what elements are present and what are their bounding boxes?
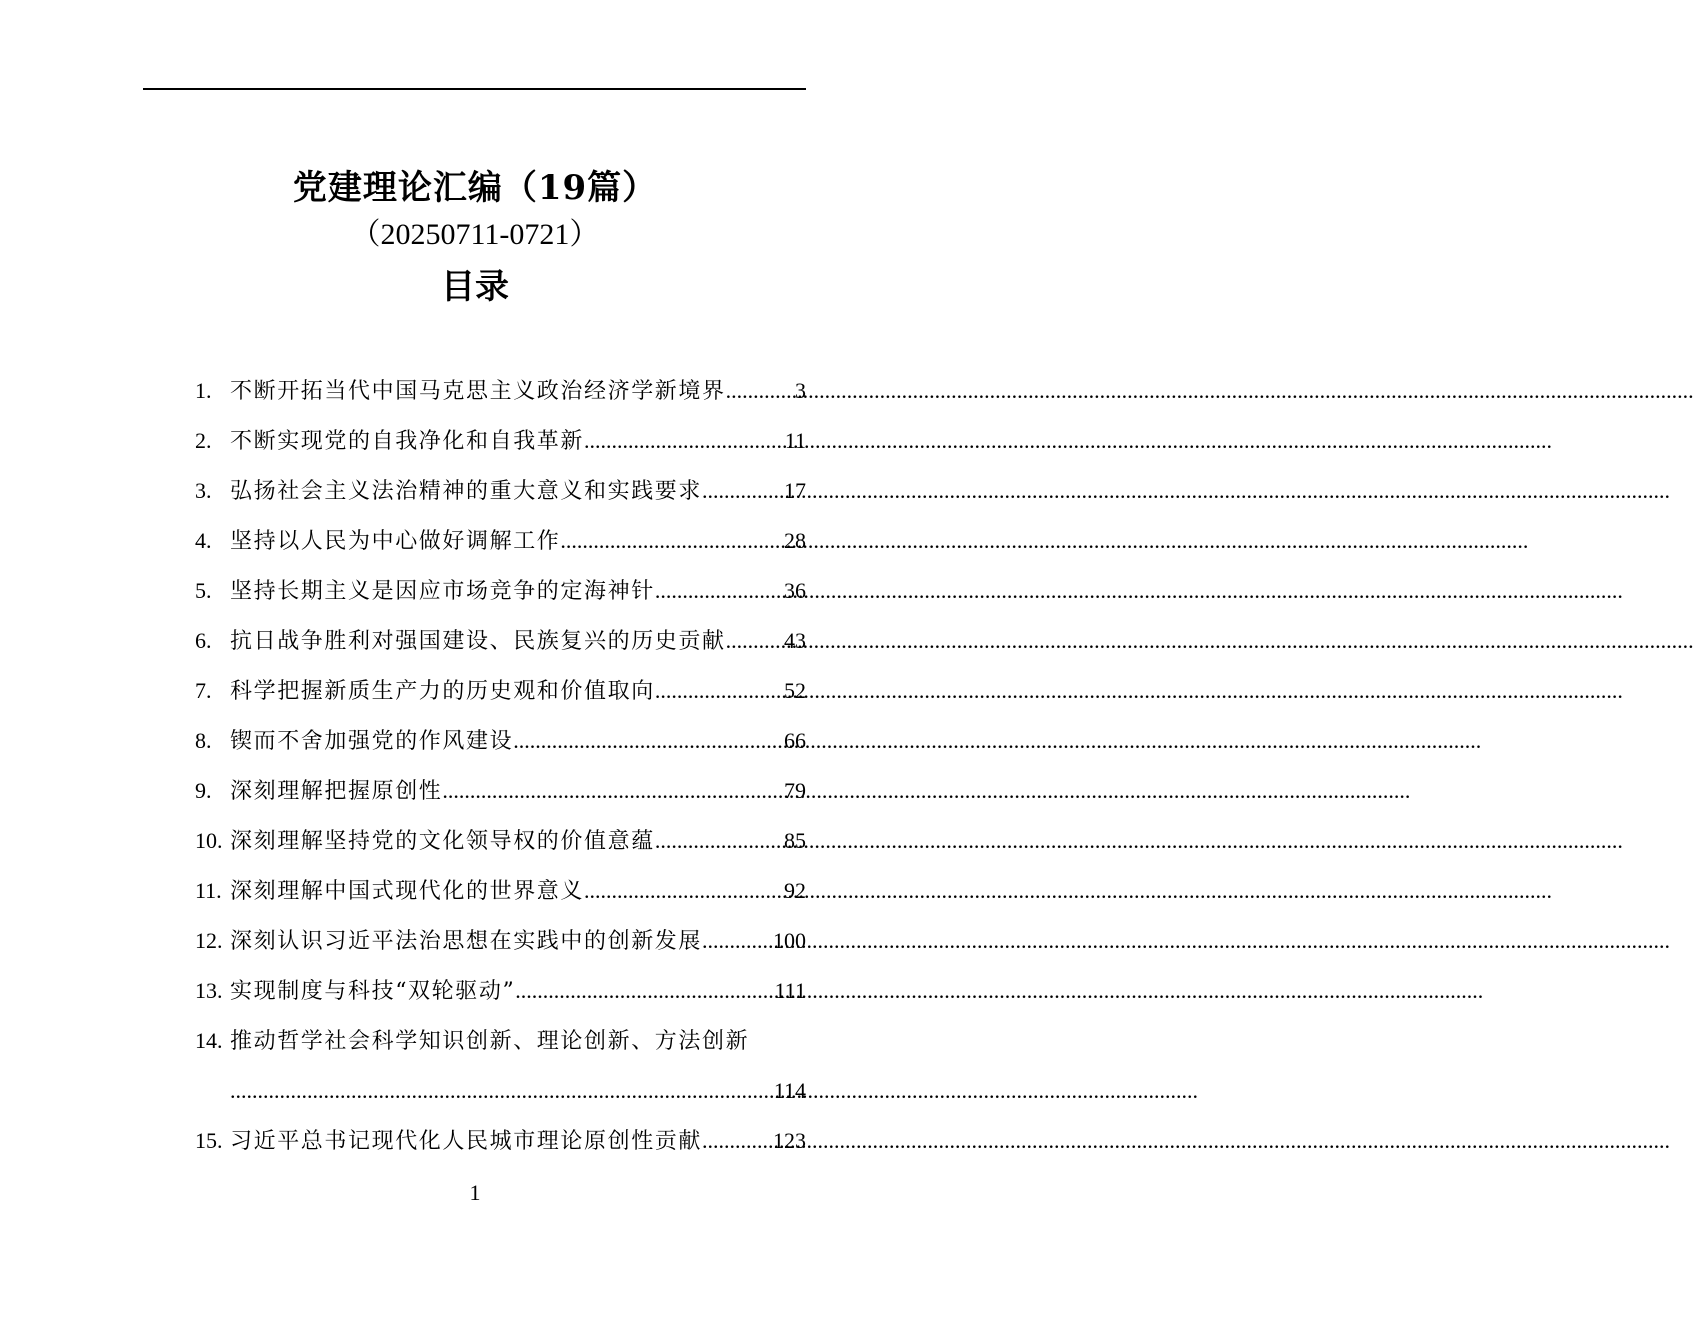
table-of-contents — [195, 366, 806, 1166]
toc-entry-14-continuation[interactable] — [195, 1066, 806, 1116]
toc-entry-number: 7. — [195, 678, 212, 703]
toc-entry-title: 科学把握新质生产力的历史观和价值取向 — [230, 679, 655, 704]
toc-leader-dots — [655, 816, 784, 866]
toc-entry-number: 11. — [195, 878, 222, 903]
toc-entry-page: 43 — [784, 628, 806, 653]
toc-entry-title: 深刻认识习近平法治思想在实践中的创新发展 — [230, 929, 703, 954]
toc-entry-12[interactable] — [195, 916, 806, 966]
toc-entry-7[interactable] — [195, 666, 806, 716]
toc-entry-page: 66 — [784, 728, 806, 753]
toc-entry-title: 推动哲学社会科学知识创新、理论创新、方法创新 — [230, 1029, 750, 1054]
toc-leader-dots — [702, 466, 784, 516]
toc-entry-page: 17 — [784, 478, 806, 503]
toc-leader-dots — [726, 366, 795, 416]
toc-leader-dots — [442, 766, 784, 816]
page-number: 1 — [469, 1180, 481, 1205]
toc-leader-dots — [584, 866, 784, 916]
toc-leader-dots — [230, 1066, 774, 1116]
toc-entry-number: 9. — [195, 778, 212, 803]
toc-entry-page: 100 — [773, 928, 806, 953]
toc-entry-title: 锲而不舍加强党的作风建设 — [230, 729, 514, 754]
toc-entry-13[interactable] — [195, 966, 806, 1016]
toc-entry-page: 3 — [795, 378, 806, 403]
toc-entry-6[interactable] — [195, 616, 806, 666]
toc-entry-page: 123 — [773, 1128, 806, 1153]
toc-entry-page: 28 — [784, 528, 806, 553]
toc-entry-title: 深刻理解坚持党的文化领导权的价值意蕴 — [230, 829, 655, 854]
toc-entry-10[interactable] — [195, 816, 806, 866]
toc-entry-number: 5. — [195, 578, 212, 603]
toc-leader-dots — [726, 616, 784, 666]
toc-entry-number: 2. — [195, 428, 212, 453]
toc-entry-number: 4. — [195, 528, 212, 553]
toc-leader-dots — [655, 566, 784, 616]
toc-heading: 目录 — [441, 267, 509, 307]
toc-entry-page: 111 — [774, 978, 806, 1003]
toc-entry-9[interactable] — [195, 766, 806, 816]
toc-entry-page: 79 — [784, 778, 806, 803]
toc-leader-dots — [702, 1116, 773, 1166]
toc-entry-title: 不断实现党的自我净化和自我革新 — [230, 429, 585, 454]
toc-entry-number: 14. — [195, 1028, 223, 1053]
toc-leader-dots — [655, 666, 784, 716]
toc-entry-page: 52 — [784, 678, 806, 703]
toc-entry-number: 15. — [195, 1128, 223, 1153]
toc-entry-number: 1. — [195, 378, 212, 403]
toc-entry-number: 12. — [195, 928, 223, 953]
toc-entry-4[interactable] — [195, 516, 806, 566]
toc-entry-number: 13. — [195, 978, 223, 1003]
toc-entry-5[interactable] — [195, 566, 806, 616]
toc-entry-number: 6. — [195, 628, 212, 653]
toc-entry-1[interactable] — [195, 366, 806, 416]
toc-leader-dots — [702, 916, 773, 966]
toc-entry-title: 抗日战争胜利对强国建设、民族复兴的历史贡献 — [230, 629, 726, 654]
toc-entry-title: 坚持长期主义是因应市场竞争的定海神针 — [230, 579, 655, 604]
toc-entry-number: 3. — [195, 478, 212, 503]
toc-entry-title: 坚持以人民为中心做好调解工作 — [230, 529, 561, 554]
toc-leader-dots — [584, 416, 785, 466]
toc-entry-3[interactable] — [195, 466, 806, 516]
toc-entry-2[interactable] — [195, 416, 806, 466]
toc-entry-15[interactable] — [195, 1116, 806, 1166]
toc-entry-11[interactable] — [195, 866, 806, 916]
toc-entry-page: 11 — [784, 428, 806, 453]
toc-entry-title: 弘扬社会主义法治精神的重大意义和实践要求 — [230, 479, 703, 504]
toc-leader-dots — [560, 516, 784, 566]
toc-entry-title: 不断开拓当代中国马克思主义政治经济学新境界 — [230, 379, 726, 404]
toc-entry-number: 10. — [195, 828, 223, 853]
toc-entry-title: 深刻理解把握原创性 — [230, 779, 443, 804]
document-subtitle: （20250711-0721） — [350, 218, 600, 251]
toc-leader-dots — [513, 716, 784, 766]
toc-entry-title: 实现制度与科技“双轮驱动” — [230, 979, 516, 1004]
toc-entry-title: 深刻理解中国式现代化的世界意义 — [230, 879, 585, 904]
toc-entry-8[interactable] — [195, 716, 806, 766]
toc-entry-page: 85 — [784, 828, 806, 853]
toc-entry-page: 36 — [784, 578, 806, 603]
toc-entry-title: 习近平总书记现代化人民城市理论原创性贡献 — [230, 1129, 703, 1154]
toc-entry-14[interactable] — [195, 1016, 806, 1066]
toc-entry-page: 92 — [784, 878, 806, 903]
document-title: 党建理论汇编（19篇） — [292, 168, 658, 208]
top-rule — [143, 88, 806, 90]
toc-leader-dots — [515, 966, 774, 1016]
toc-entry-number: 8. — [195, 728, 212, 753]
toc-entry-page: 114 — [773, 1078, 806, 1103]
